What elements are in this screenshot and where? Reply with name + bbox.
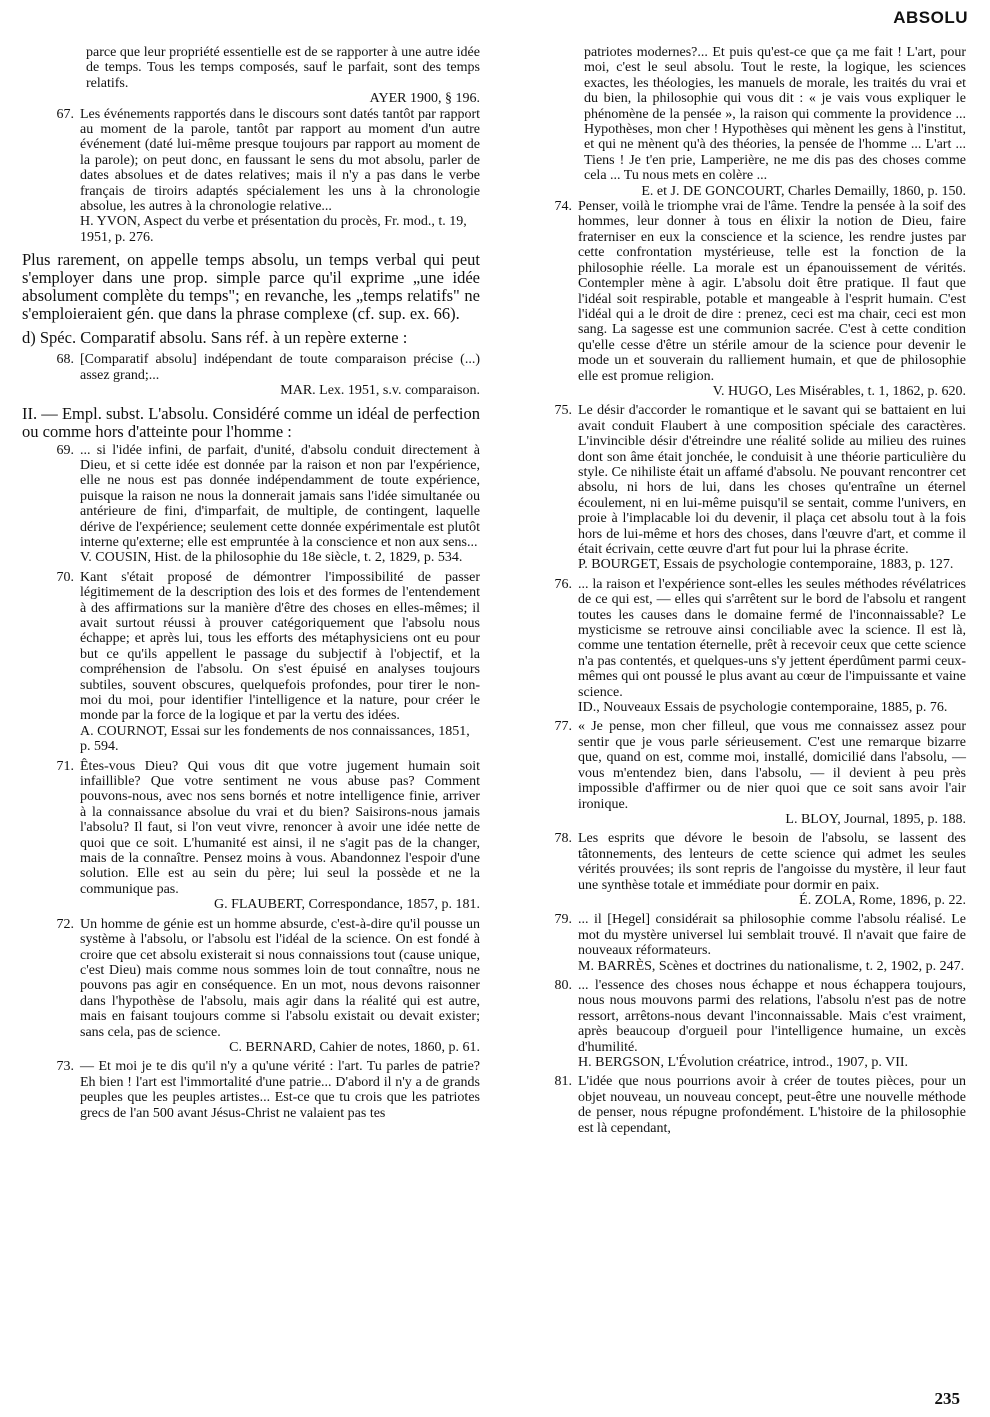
example-70: [22, 570, 480, 755]
citation: A. COURNOT, Essai sur les fondements de nos connaissances, 1851, p. 594.: [80, 723, 470, 755]
continued-text: patriotes modernes?... Et puis qu'est-ce que ça me fait ! L'art, pour moi, c'est le seul absolu. Tout le reste, la logique, les sciences exactes, les théologies, les manuels de morale, les traités du vrai et du bien, la philosophie qui vous dit : « je vais vous expliquer le phénomène de la pensée », la raison qui commente la providence ... Hypothèses, mon cher ! Hypothèses qui mènent les gens à l'institut, et qui ne mènent qu'à des théories, la pensée de l'homme ... L'art ... Tiens ! Je t'en prie, Lamperière, ne me dis pas des choses comme cela ... Tu nous mets en colère ... E. et J. DE GONCOURT, Charles Demailly, 1860, p. 150.: [584, 45, 966, 199]
example-80: [520, 978, 966, 1070]
example-text: Êtes-vous Dieu? Qui vous dit que votre jugement humain soit infaillible? Que votre sentiment ne vous abuse pas? Comment pouvons-nous, avec nos sens bornés et notre intelligence finie, arriver à la connaissance absolue du vrai et du bien? Saisirons-nous jamais l'absolu? Il faut, si l'on veut vivre, renoncer à avoir une idée nette de quoi que ce soit. L'humanité est ainsi, il ne s'agit pas de la changer, mais de la connaître. Pensez moins à vous. Abandonnez l'espoir d'une solution. Elle est au sein du père; lui seul la possède et ne la communique pas.: [80, 758, 480, 897]
example-68: [22, 352, 480, 398]
example-text: ... la raison et l'expérience sont-elles les seules méthodes révélatrices de ce qui est, — elles qui s'arrêtent sur le bord de l'absolu et rangent toutes les causes dans le domaine fermé de l'inconnaissable? Le mysticisme se retrouve ainsi conciliable avec la science. Il est là, comme une tentation éternelle, prêt à recevoir ceux que cette science n'a pas contentés, et quelques-uns s'y jettent éperdûment parmi ceux-mêmes qui ont poussé le plus avant au cœur de l'impuissante et vaine science.: [578, 576, 966, 700]
example-77: [520, 719, 966, 827]
example-76: [520, 577, 966, 716]
example-number: 69.: [56, 442, 74, 458]
example-number: 79.: [554, 912, 572, 928]
example-79: [520, 912, 966, 974]
example-text: « Je pense, mon cher filleul, que vous me connaissez assez pour sentir que je vous parle sérieusement. C'est une remarque bizarre que, quand on est, comme moi, installé, domicilié dans l'absolu, — vous m'entendez bien, dans l'absolu, — il devient à peu près impossible d'affirmer ou de nier quoi que ce soit sans avoir l'air ironique.: [578, 719, 966, 812]
example-number: 73.: [56, 1059, 74, 1075]
citation: H. BERGSON, L'Évolution créatrice, introd., 1907, p. VII.: [578, 1055, 909, 1070]
example-number: 68.: [56, 352, 74, 368]
citation: ID., Nouveaux Essais de psychologie contemporaine, 1885, p. 76.: [578, 700, 948, 716]
example-78: [520, 831, 966, 908]
example-text: Un homme de génie est un homme absurde, c'est-à-dire qu'il pousse un système à l'absolu, or l'absolu est l'idéal de la science. On est fondé à croire que cet absolu existerait si nous connaissions tout (cause unique, c'est Dieu) mais comme nous sommes loin de tout connaître, nous ne pouvons pas agir en conséquence. En un mot, nous devons raisonner dans l'hypothèse de l'absolu, mais agir dans la réalité qui est autre, mais en faisant toujours comme si l'absolu existait ou devait exister; sans cela, pas de science.: [80, 916, 480, 1040]
example-number: 76.: [554, 576, 572, 592]
example-text: [Comparatif absolu] indépendant de toute comparaison précise (...) assez grand;...: [80, 352, 480, 383]
example-text: — Et moi je te dis qu'il n'y a qu'une vérité : l'art. Tu parles de patrie? Eh bien ! l'art est l'immortalité d'une patrie... D'abord il n'y a de grands peuples que les peuples artistes... Est-ce que tu crois que les patriotes grecs de l'an 500 avant Jésus-Christ ne valaient pas tes: [80, 1059, 480, 1121]
section-heading-ii: II. — Empl. subst. L'absolu. Considéré comme un idéal de perfection ou comme hors d'atteinte pour l'homme :: [22, 403, 480, 441]
citation: AYER 1900, § 196.: [369, 91, 480, 107]
example-67: [22, 107, 480, 246]
example-text: Kant s'était proposé de démontrer l'impossibilité de passer légitimement de la description des lois et des formes de l'entendement à des affirmations sur la manière d'être des choses en elles-mêmes; il avait surtout réussi à prouver catégoriquement que l'absolu nous échappe; et après lui, tous les efforts des métaphysiciens ont eu pour but ce qu'ils appellent le passage du subjectif à l'objectif, et la compréhension de l'absolu. On s'est épuisé en analyses toujours subtiles, souvent obscures, quelquefois profondes, pour tirer le non-moi du moi, pour identifier l'intelligence et la nature, pour créer le monde par la force de la logique et par la vertu des idées.: [80, 569, 480, 724]
example-text: L'idée que nous pourrions avoir à créer de toutes pièces, pour un objet nouveau, un nouveau concept, peut-être une nouvelle méthode de penser, nous répugne profondément. L'histoire de la philosophie est là cependant,: [578, 1074, 966, 1136]
example-text: Les esprits que dévore le besoin de l'absolu, se lassent des tâtonnements, des lenteurs de cette science qui admet les seules vérités prouvées; ils sont repris de l'angoisse du mystère, il leur faut une synthèse totale et immédiate pour dormir en paix.: [578, 831, 966, 893]
example-text: ... il [Hegel] considérait sa philosophie comme l'absolu réalisé. Le mot du mystère universel lui semblait trouvé. Il n'avait que faire de nouveaux réformateurs.: [578, 912, 966, 959]
citation: M. BARRÈS, Scènes et doctrines du nationalisme, t. 2, 1902, p. 247.: [578, 958, 965, 974]
example-number: 80.: [554, 977, 572, 993]
example-number: 75.: [554, 403, 572, 419]
citation: É. ZOLA, Rome, 1896, p. 22.: [799, 892, 966, 908]
example-81: [520, 1074, 966, 1136]
citation: V. HUGO, Les Misérables, t. 1, 1862, p. 620.: [712, 383, 966, 399]
example-number: 81.: [554, 1074, 572, 1090]
example-74: [520, 199, 966, 399]
example-number: 71.: [56, 758, 74, 774]
example-73: [22, 1059, 480, 1121]
example-number: 74.: [554, 199, 572, 215]
citation: L. BLOY, Journal, 1895, p. 188.: [785, 811, 966, 827]
definition-paragraph: Plus rarement, on appelle temps absolu, un temps verbal qui peut s'employer dans une prop. simple parce qu'il exprime „une idée absolument complète du temps"; en revanche, les „temps relatifs" ne s'emploieraient gén. que dans la phrase complexe (cf. sup. ex. 66).: [22, 250, 480, 324]
example-number: 70.: [56, 569, 74, 585]
sense-heading-d: d) Spéc. Comparatif absolu. Sans réf. à un repère externe :: [22, 328, 408, 348]
example-69: [22, 443, 480, 566]
left-column: [22, 45, 480, 1125]
running-header: ABSOLU: [893, 8, 968, 27]
citation: H. YVON, Aspect du verbe et présentation du procès, Fr. mod., t. 19, 1951, p. 276.: [80, 214, 467, 245]
citation: E. et J. DE GONCOURT, Charles Demailly, 1860, p. 150.: [641, 183, 966, 199]
example-71: [22, 759, 480, 913]
citation: G. FLAUBERT, Correspondance, 1857, p. 181.: [213, 897, 480, 913]
example-text: Le désir d'accorder le romantique et le savant qui se battaient en lui avait conduit Flaubert à une composition spéciale des caractères. L'invincible désir d'étreindre une réalité solide au milieu des ruines dont son âme était jonchée, le conduisit à une théorie particulière du style. Ce nihiliste était un affamé d'absolu. Ne pouvant rencontrer cet absolu, ni hors de lui, dans les choses qu'entraîne un éternel écoulement, ni en lui-même puisqu'il se sentait, comme l'univers, en proie à l'implacable loi du devenir, il plaça cet absolu tout à la fois hors de lui-même et hors des choses, dans l'œuvre d'art, et comme il était écrivain, cette œuvre d'art fut pour lui la phrase écrite.: [578, 403, 966, 557]
citation: V. COUSIN, Hist. de la philosophie du 18e siècle, t. 2, 1829, p. 534.: [80, 550, 463, 566]
example-number: 67.: [56, 106, 74, 122]
example-75: [520, 403, 966, 572]
example-text: Les événements rapportés dans le discours sont datés tantôt par rapport au moment de la parole, tantôt par rapport au moment d'un autre événement (daté lui-même presque toujours par rapport au moment de la parole); on peut donc, en faussant le sens du mot absolu, parler de dates absolues et de dates relatives; mais il n'y a pas dans le verbe français de tiroirs adaptés spécialement les uns à la chronologie absolue, les autres à la chronologie relative...: [80, 106, 480, 215]
example-text: Penser, voilà le triomphe vrai de l'âme. Tendre la pensée à la soif des hommes, leur donner à tous en élixir la notion de Dieu, faire fraterniser en eux la conscience et la science, les rendre justes par cette confrontation mystérieuse, telle est la fonction de la philosophie réelle. La morale est un épanouissement de vérités. Contempler mène à agir. L'absolu doit être pratique. Il faut que l'idéal soit respirable, potable et mangeable à l'esprit humain. C'est l'idéal qui a le droit de dire : prenez, ceci est ma chair, ceci est mon sang. La sagesse est une communion sacrée. C'est à cette condition qu'elle cesse d'être un stérile amour de la science pour devenir le mode un et souverain du ralliement humain, et que de philosophie elle est promue religion.: [578, 199, 966, 384]
citation: C. BERNARD, Cahier de notes, 1860, p. 61.: [229, 1039, 480, 1055]
example-text: ... l'essence des choses nous échappe et nous échappera toujours, nous nous mouvons parmi des relations, l'absolu n'est pas de notre ressort, arrêtons-nous devant l'inconnaissable. Mais c'est vraiment, après beaucoup d'orgueil pour l'intelligence humaine, un excès d'humilité.: [578, 977, 966, 1055]
example-text: ... si l'idée infini, de parfait, d'unité, d'absolu conduit directement à Dieu, et si cette idée est donnée par la raison et non par l'expérience, elle ne nous est pas donnée indépendamment de toute expérience, puisque la raison ne nous la donnerait jamais sans l'idée simultanée ou antérieure de fini, d'imparfait, de multiple, de contingent, laquelle dérive de l'expérience; seulement cette donnée expérimentale est plutôt interne qu'externe; elle est empruntée à la conscience et non aux sens...: [80, 442, 480, 550]
right-column: [520, 45, 966, 1140]
citation: MAR. Lex. 1951, s.v. comparaison.: [280, 383, 480, 399]
continued-text: parce que leur propriété essentielle est de se rapporter à une autre idée de temps. Tous les temps composés, sauf le parfait, sont des temps relatifs. AYER 1900, § 196.: [86, 45, 480, 107]
example-72: [22, 917, 480, 1056]
example-number: 78.: [554, 831, 572, 847]
example-number: 72.: [56, 916, 74, 932]
citation: P. BOURGET, Essais de psychologie contemporaine, 1883, p. 127.: [578, 557, 954, 573]
example-number: 77.: [554, 719, 572, 735]
page-number: 235: [934, 1389, 960, 1408]
